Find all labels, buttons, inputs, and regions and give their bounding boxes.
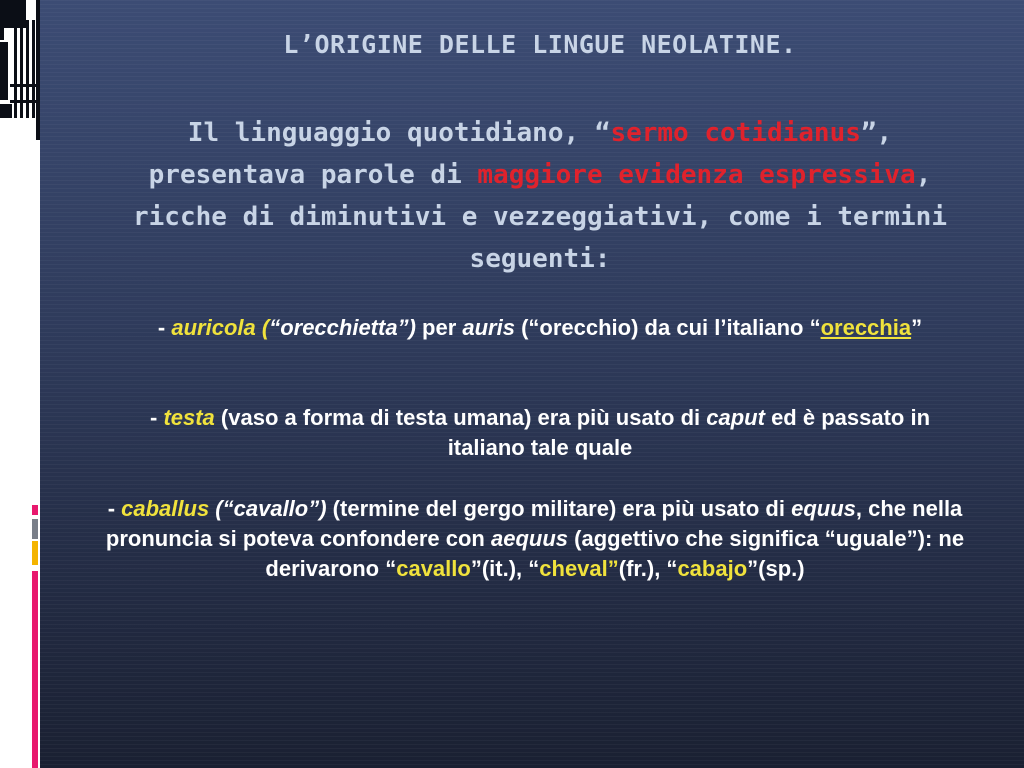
- term-auris: auris: [462, 315, 515, 340]
- term-testa: testa: [163, 405, 215, 430]
- item-text: (aggettivo che significa “uguale”): ne derivarono “: [265, 526, 965, 581]
- item-text: ”: [911, 315, 923, 340]
- top-left-decoration: [0, 0, 40, 140]
- item-dash: -: [149, 405, 164, 430]
- term-sermo-cotidianus: sermo cotidianus: [610, 118, 861, 148]
- term-orecchia: orecchia: [820, 315, 912, 340]
- term-cheval: cheval”: [539, 556, 619, 581]
- intro-text-2: ”, presentava parole di: [148, 118, 893, 190]
- item-text: per: [415, 315, 463, 340]
- item-text: , che nella pronuncia si poteva confondere con: [105, 496, 963, 551]
- list-item-testa: [130, 403, 950, 463]
- term-cavallo: cavallo: [396, 556, 471, 581]
- term-cabajo: cabajo: [677, 556, 748, 581]
- item-text: (fr.), “: [618, 556, 678, 581]
- item-text: (vaso a forma di testa umana) era più usato di: [214, 405, 707, 430]
- slide-title: L’ORIGINE DELLE LINGUE NEOLATINE.: [283, 30, 797, 59]
- term-maggiore-evidenza: maggiore evidenza espressiva: [477, 160, 916, 190]
- item-text: (termine del gergo militare) era più usato di: [326, 496, 792, 521]
- list-item-caballus: [105, 494, 965, 584]
- list-item-auricola: [130, 313, 950, 343]
- item-dash: -: [107, 496, 122, 521]
- term-caput: caput: [706, 405, 765, 430]
- item-text: (“orecchio) da cui l’italiano “: [514, 315, 821, 340]
- term-auricola: auricola (: [171, 315, 270, 340]
- bottom-left-accent-bars: [24, 505, 40, 768]
- item-text: ”(sp.): [747, 556, 805, 581]
- intro-text-1: Il linguaggio quotidiano, “: [187, 118, 611, 148]
- item-text: ed è passato in italiano tale quale: [447, 405, 931, 460]
- intro-paragraph: [110, 112, 970, 280]
- term-equus: equus: [791, 496, 856, 521]
- term-cavallo-quote: (“cavallo”): [209, 496, 327, 521]
- item-text: ”(it.), “: [470, 556, 540, 581]
- term-orecchietta: “orecchietta”): [269, 315, 416, 340]
- item-dash: -: [157, 315, 172, 340]
- term-caballus: caballus: [121, 496, 210, 521]
- intro-text-3: , ricche di diminutivi e vezzeggiativi, come i termini seguenti:: [133, 160, 947, 274]
- term-aequus: aequus: [490, 526, 569, 551]
